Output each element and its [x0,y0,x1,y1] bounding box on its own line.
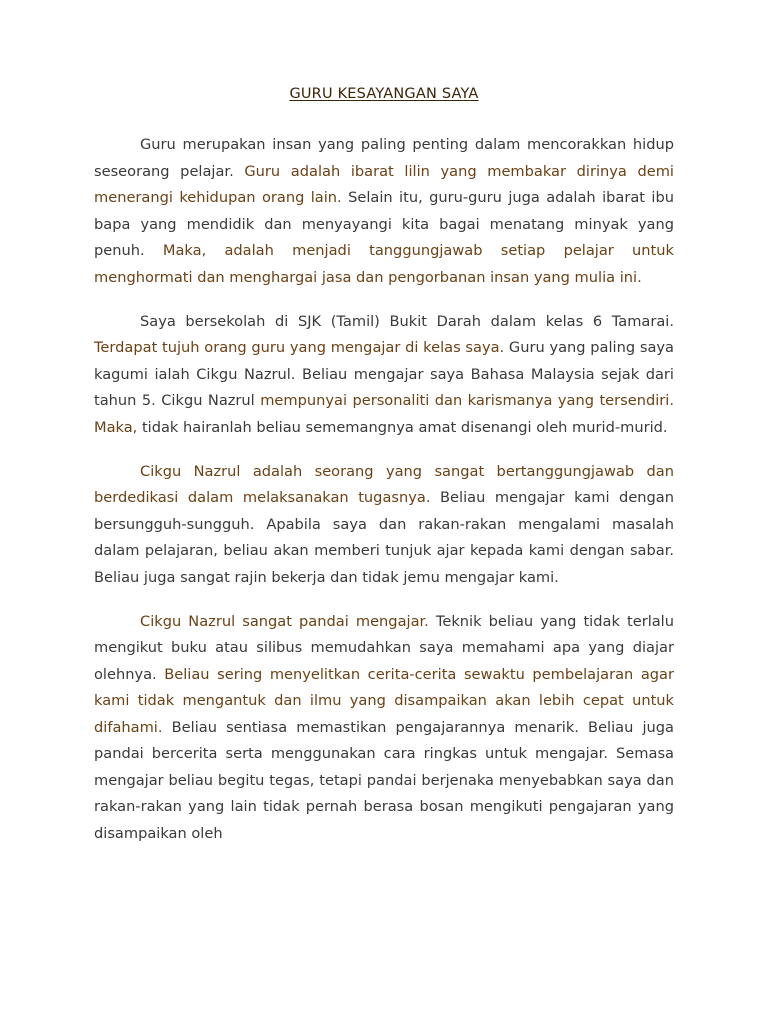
paragraph-1-segment-1: Guru merupakan insan yang paling penting dalam mencorakkan hidup seseorang pelajar. [94,136,674,180]
document-title: GURU KESAYANGAN SAYA [289,86,479,102]
paragraph-3 [94,459,674,592]
paragraph-1-segment-2: Guru adalah ibarat lilin yang membakar dirinya demi menerangi kehidupan orang lain. [94,162,674,206]
paragraph-2-segment-2: Terdapat tujuh orang guru yang mengajar di kelas saya. [94,339,505,356]
paragraph-4-segment-3: Beliau sering menyelitkan cerita-cerita sewaktu pembelajaran agar kami tidak mengantuk dan ilmu yang disampaikan akan lebih cepat untuk difahami. [94,665,674,736]
paragraph-4-segment-4: Beliau sentiasa memastikan pengajarannya menarik. Beliau juga pandai bercerita serta menggunakan cara ringkas untuk mengajar. Semasa mengajar beliau begitu tegas, tetapi pandai berjenaka menyebabkan saya dan rakan-rakan yang lain tidak pernah berasa bosan mengikuti pengajaran yang disampaikan oleh [94,718,674,842]
paragraph-2-segment-3: Guru yang paling saya kagumi ialah Cikgu Nazrul. Beliau mengajar saya Bahasa Malaysia sejak dari tahun 5. Cikgu Nazrul [94,339,674,409]
paragraph-4-segment-2: Teknik beliau yang tidak terlalu mengikut buku atau silibus memudahkan saya memahami apa yang diajar olehnya. [94,612,674,683]
paragraph-2-segment-1: Saya bersekolah di SJK (Tamil) Bukit Darah dalam kelas 6 Tamarai. [140,312,674,330]
paragraph-1 [94,132,674,291]
paragraph-3-segment-2: Beliau mengajar kami dengan bersungguh-sungguh. Apabila saya dan rakan-rakan mengalami masalah dalam pelajaran, beliau akan memberi tunjuk ajar kepada kami dengan sabar. Beliau juga sangat rajin bekerja dan tidak jemu mengajar kami. [94,489,674,586]
document-body [94,132,674,865]
paragraph-1-segment-3: Selain itu, guru-guru juga adalah ibarat ibu bapa yang mendidik dan menyayangi kita bagai menatang minyak yang penuh. [94,189,674,259]
paragraph-4 [94,609,674,848]
paragraph-3-segment-1: Cikgu Nazrul adalah seorang yang sangat bertanggungjawab dan berdedikasi dalam melaksanakan tugasnya. [94,462,674,506]
paragraph-4-segment-1: Cikgu Nazrul sangat pandai mengajar. [140,612,429,630]
paragraph-2-segment-4: mempunyai personaliti dan karismanya yang tersendiri. Maka, [94,392,674,436]
paragraph-2 [94,309,674,442]
paragraph-1-segment-4: Maka, adalah menjadi tanggungjawab setiap pelajar untuk menghormati dan menghargai jasa dan pengorbanan insan yang mulia ini. [94,242,674,286]
paragraph-2-segment-5: tidak hairanlah beliau sememangnya amat disenangi oleh murid-murid. [137,418,668,436]
